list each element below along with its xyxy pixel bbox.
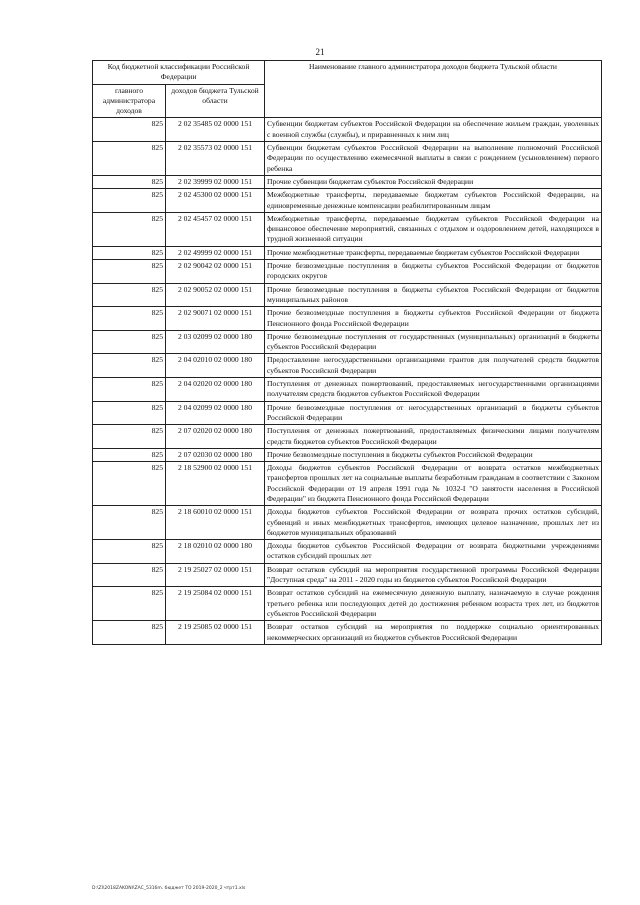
revenue-code-cell: 2 02 90042 02 0000 151 [166, 260, 265, 284]
table-row [93, 283, 602, 307]
revenue-code-cell: 2 18 60010 02 0000 151 [166, 506, 265, 540]
administrator-code-cell: 825 [93, 540, 166, 564]
table-row [93, 587, 602, 621]
revenue-code-cell: 2 02 45300 02 0000 151 [166, 189, 265, 213]
table-row [93, 448, 602, 461]
administrator-code-cell: 825 [93, 175, 166, 188]
revenue-name-cell: Субвенции бюджетам субъектов Российской Федерации на обеспечение жильем граждан, уволенных с военной службы (службы), и приравненных к ним лиц [265, 118, 602, 142]
administrator-code-cell: 825 [93, 425, 166, 449]
revenue-code-cell: 2 19 25085 02 0000 151 [166, 621, 265, 645]
revenue-name-cell: Доходы бюджетов субъектов Российской Федерации от возврата бюджетными учреждениями остатков субсидий прошлых лет [265, 540, 602, 564]
header-main-administrator: главного администратора доходов [93, 84, 166, 118]
administrator-code-cell: 825 [93, 189, 166, 213]
revenue-name-cell: Прочие субвенции бюджетам субъектов Российской Федерации [265, 175, 602, 188]
revenue-code-cell: 2 04 02020 02 0000 180 [166, 378, 265, 402]
table-row [93, 246, 602, 259]
revenue-code-cell: 2 07 02020 02 0000 180 [166, 425, 265, 449]
revenue-name-cell: Поступления от денежных пожертвований, предоставляемых негосударственными организациями получателям средств бюджетов субъектов Российской Федерации [265, 378, 602, 402]
header-classification-code: Код бюджетной классификации Российской Федерации [93, 61, 265, 85]
administrator-code-cell: 825 [93, 448, 166, 461]
table-row [93, 118, 602, 142]
revenue-code-cell: 2 04 02099 02 0000 180 [166, 401, 265, 425]
revenue-name-cell: Прочие безвозмездные поступления от негосударственных организаций в бюджеты субъектов Российской Федерации [265, 401, 602, 425]
administrator-code-cell: 825 [93, 283, 166, 307]
table-row [93, 540, 602, 564]
revenue-name-cell: Прочие безвозмездные поступления в бюджеты субъектов Российской Федерации от бюджета Пенсионного фонда Российской Федерации [265, 307, 602, 331]
table-row [93, 563, 602, 587]
revenue-name-cell: Предоставление негосударственными организациями грантов для получателей средств бюджетов субъектов Российской Федерации [265, 354, 602, 378]
header-administrator-name: Наименование главного администратора доходов бюджета Тульской области [265, 61, 602, 118]
revenue-name-cell: Прочие безвозмездные поступления в бюджеты субъектов Российской Федерации от бюджетов городских округов [265, 260, 602, 284]
file-path-footer: D:\ZI\2018ZAKONI\ZAC_5316m. бюджет ТО 2019-2020_2 чтрт1.xls [92, 886, 246, 891]
table-row [93, 212, 602, 246]
administrator-code-cell: 825 [93, 354, 166, 378]
revenue-code-cell: 2 02 39999 02 0000 151 [166, 175, 265, 188]
revenue-code-cell: 2 18 52900 02 0000 151 [166, 462, 265, 506]
administrator-code-cell: 825 [93, 260, 166, 284]
revenue-code-cell: 2 02 90071 02 0000 151 [166, 307, 265, 331]
administrator-code-cell: 825 [93, 142, 166, 176]
table-row [93, 189, 602, 213]
header-revenue-code: доходов бюджета Тульской области [166, 84, 265, 118]
revenue-name-cell: Субвенции бюджетам субъектов Российской Федерации на выполнение полномочий Российской Федерации по осуществлению ежемесячной выплаты в связи с рождением (усыновлением) первого ребенка [265, 142, 602, 176]
administrator-code-cell: 825 [93, 506, 166, 540]
table-row [93, 621, 602, 645]
revenue-name-cell: Доходы бюджетов субъектов Российской Федерации от возврата остатков межбюджетных трансфертов прошлых лет на социальные выплаты безработным гражданам в соответствии с Законом Российской Федерации от 19 апреля 1991 года № 1032-I "О занятости населения в Российской Федерации" из бюджета Пенсионного фонда Российской Федерации [265, 462, 602, 506]
budget-classification-table [92, 60, 602, 645]
revenue-code-cell: 2 02 35573 02 0000 151 [166, 142, 265, 176]
table-row [93, 307, 602, 331]
revenue-name-cell: Прочие межбюджетные трансферты, передаваемые бюджетам субъектов Российской Федерации [265, 246, 602, 259]
revenue-code-cell: 2 03 02099 02 0000 180 [166, 330, 265, 354]
revenue-name-cell: Прочие безвозмездные поступления от государственных (муниципальных) организаций в бюджеты субъектов Российской Федерации [265, 330, 602, 354]
revenue-code-cell: 2 02 35485 02 0000 151 [166, 118, 265, 142]
table-row [93, 506, 602, 540]
administrator-code-cell: 825 [93, 378, 166, 402]
table-row [93, 462, 602, 506]
administrator-code-cell: 825 [93, 330, 166, 354]
revenue-code-cell: 2 07 02030 02 0000 180 [166, 448, 265, 461]
table-row [93, 354, 602, 378]
administrator-code-cell: 825 [93, 462, 166, 506]
revenue-code-cell: 2 19 25027 02 0000 151 [166, 563, 265, 587]
table-row [93, 425, 602, 449]
administrator-code-cell: 825 [93, 621, 166, 645]
revenue-code-cell: 2 19 25084 02 0000 151 [166, 587, 265, 621]
revenue-name-cell: Прочие безвозмездные поступления в бюджеты субъектов Российской Федерации [265, 448, 602, 461]
revenue-name-cell: Возврат остатков субсидий на ежемесячную денежную выплату, назначаемую в случае рождения третьего ребенка или последующих детей до достижения ребенком возраста трех лет, из бюджетов субъектов Российской Федерации [265, 587, 602, 621]
table-row [93, 142, 602, 176]
revenue-code-cell: 2 02 90052 02 0000 151 [166, 283, 265, 307]
revenue-code-cell: 2 02 45457 02 0000 151 [166, 212, 265, 246]
revenue-name-cell: Возврат остатков субсидий на мероприятия по поддержке социально ориентированных некоммерческих организаций из бюджетов субъектов Российской Федерации [265, 621, 602, 645]
revenue-name-cell: Прочие безвозмездные поступления в бюджеты субъектов Российской Федерации от бюджетов муниципальных районов [265, 283, 602, 307]
administrator-code-cell: 825 [93, 587, 166, 621]
revenue-code-cell: 2 04 02010 02 0000 180 [166, 354, 265, 378]
table-row [93, 175, 602, 188]
administrator-code-cell: 825 [93, 563, 166, 587]
revenue-name-cell: Поступления от денежных пожертвований, предоставляемых физическими лицами получателям средств бюджетов субъектов Российской Федерации [265, 425, 602, 449]
revenue-name-cell: Межбюджетные трансферты, передаваемые бюджетам субъектов Российской Федерации на финансовое обеспечение мероприятий, связанных с отдыхом и оздоровлением детей, находящихся в трудной жизненной ситуации [265, 212, 602, 246]
administrator-code-cell: 825 [93, 118, 166, 142]
table-row [93, 330, 602, 354]
revenue-code-cell: 2 18 02010 02 0000 180 [166, 540, 265, 564]
table-row [93, 378, 602, 402]
administrator-code-cell: 825 [93, 212, 166, 246]
administrator-code-cell: 825 [93, 246, 166, 259]
revenue-code-cell: 2 02 49999 02 0000 151 [166, 246, 265, 259]
revenue-name-cell: Межбюджетные трансферты, передаваемые бюджетам субъектов Российской Федерации, на единовременные денежные компенсации реабилитированным лицам [265, 189, 602, 213]
page-number: 21 [315, 47, 325, 57]
administrator-code-cell: 825 [93, 401, 166, 425]
revenue-name-cell: Доходы бюджетов субъектов Российской Федерации от возврата прочих остатков субсидий, субвенций и иных межбюджетных трансфертов, имеющих целевое назначение, прошлых лет из бюджетов муниципальных образований [265, 506, 602, 540]
revenue-name-cell: Возврат остатков субсидий на мероприятия государственной программы Российской Федерации "Доступная среда" на 2011 - 2020 годы из бюджетов субъектов Российской Федерации [265, 563, 602, 587]
table-row [93, 260, 602, 284]
table-row [93, 401, 602, 425]
administrator-code-cell: 825 [93, 307, 166, 331]
